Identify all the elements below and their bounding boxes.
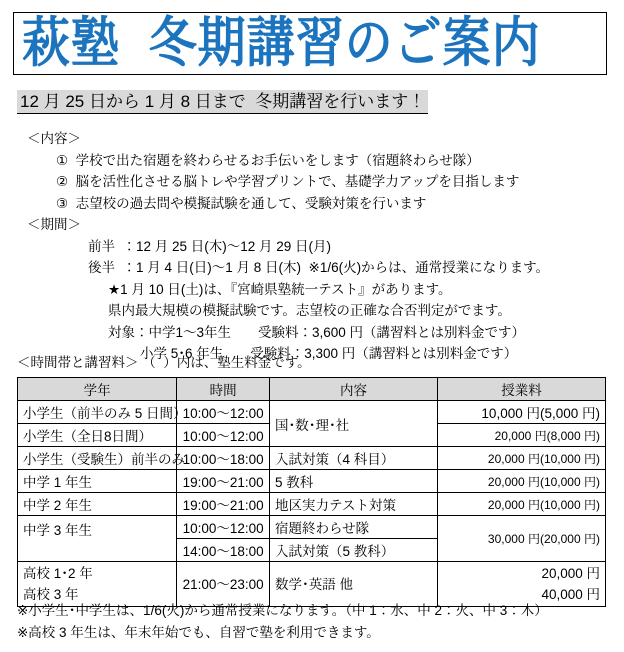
mock-test-note: ★1 月 10 日(土)は、『宮崎県塾統一テスト』があります。 [108, 281, 452, 297]
cell-detail: 国･数･理･社 [269, 401, 437, 447]
period-heading: ＜期間＞ [27, 217, 81, 232]
footer-notes [17, 600, 548, 643]
content-item-2: ② 脳を活性化させる脳トレや学習プリントで、基礎学力アップを目指します [56, 174, 520, 189]
mock-test-detail: 県内最大規模の模擬試験です。志望校の正確な合否判定がでます。 [108, 303, 511, 318]
page-title: 萩塾 冬期講習のご案内 [22, 13, 541, 73]
table-row [18, 493, 606, 516]
header-fee: 授業料 [437, 378, 605, 401]
subtitle-highlight: 12 月 25 日から 1 月 8 日まで 冬期講習を行います！ [17, 90, 428, 114]
cell-fee-line1: 20,000 円 [541, 566, 600, 581]
cell-time: 10:00〜12:00 [177, 424, 270, 447]
cell-detail: 入試対策（5 教科） [269, 539, 437, 562]
mock-test-target-elementary: 小学 5･6 年生 受験料：3,300 円（講習料とは別料金です） [140, 346, 518, 361]
content-item-1: ① 学校で出た宿題を終わらせるお手伝いをします（宿題終わらせ隊） [56, 152, 480, 168]
cell-time: 14:00〜18:00 [177, 539, 270, 562]
cell-fee: 10,000 円(5,000 円) [437, 401, 605, 424]
mock-test-target-junior: 対象：中学1〜3年生 受験料：3,600 円（講習料とは別料金です） [108, 324, 526, 340]
cell-fee: 20,000 円(10,000 円) [437, 470, 605, 493]
table-row [18, 516, 606, 539]
table-row [18, 401, 606, 424]
cell-detail: 宿題終わらせ隊 [269, 516, 437, 539]
table-row [18, 470, 606, 493]
header-time: 時間 [177, 378, 270, 401]
period-first-half: 前半 ：12 月 25 日(木)〜12 月 29 日(月) [88, 238, 332, 254]
period-second-half: 後半 ：1 月 4 日(日)〜1 月 8 日(木) ※1/6(火)からは、通常授業になります。 [88, 260, 550, 275]
cell-detail: 地区実力テスト対策 [269, 493, 437, 516]
cell-detail: 数学･英語 他 [269, 562, 437, 607]
header-detail: 内容 [269, 378, 437, 401]
cell-time: 10:00〜12:00 [177, 401, 270, 424]
cell-time: 10:00〜18:00 [177, 447, 270, 470]
schedule-fee-table [17, 377, 606, 607]
cell-detail: 5 教科 [269, 470, 437, 493]
cell-grade: 小学生（前半のみ 5 日間） [18, 401, 177, 424]
footer-note-2: ※高校 3 年生は、年末年始でも、自習で塾を利用できます。 [17, 624, 380, 640]
cell-grade: 小学生（受験生）前半のみ [18, 447, 177, 470]
cell-detail: 入試対策（4 科目） [269, 447, 437, 470]
footer-note-1: ※小学生･中学生は、1/6(火)から通常授業になります。（中 1：水、中 2：火、中 3：木） [17, 603, 548, 618]
cell-fee: 30,000 円(20,000 円) [437, 516, 605, 562]
title-banner [13, 12, 607, 75]
cell-time: 10:00〜12:00 [177, 516, 270, 539]
body-text-block [0, 128, 624, 365]
table-caption: ＜時間帯と講習料＞ （ ）内は、塾生料金です。 [17, 355, 311, 370]
cell-grade-line2: 高校 3 年 [23, 587, 79, 602]
cell-time: 19:00〜21:00 [177, 493, 270, 516]
table-header-row [18, 378, 606, 401]
cell-grade: 中学 3 年生 [18, 516, 177, 562]
cell-time: 21:00〜23:00 [177, 562, 270, 607]
cell-grade: 中学 1 年生 [18, 470, 177, 493]
cell-fee: 20,000 円(10,000 円) [437, 493, 605, 516]
cell-fee-line2: 40,000 円 [541, 587, 600, 602]
table-row [18, 447, 606, 470]
header-grade: 学年 [18, 378, 177, 401]
cell-time: 19:00〜21:00 [177, 470, 270, 493]
cell-fee: 20,000 円(10,000 円) [437, 447, 605, 470]
content-heading: ＜内容＞ [27, 131, 81, 146]
cell-grade-line1: 高校 1･2 年 [23, 566, 93, 581]
cell-grade: 中学 2 年生 [18, 493, 177, 516]
content-item-3: ③ 志望校の過去問や模擬試験を通して、受験対策を行います [56, 195, 427, 211]
cell-fee: 20,000 円(8,000 円) [437, 424, 605, 447]
cell-grade: 小学生（全日8日間） [18, 424, 177, 447]
